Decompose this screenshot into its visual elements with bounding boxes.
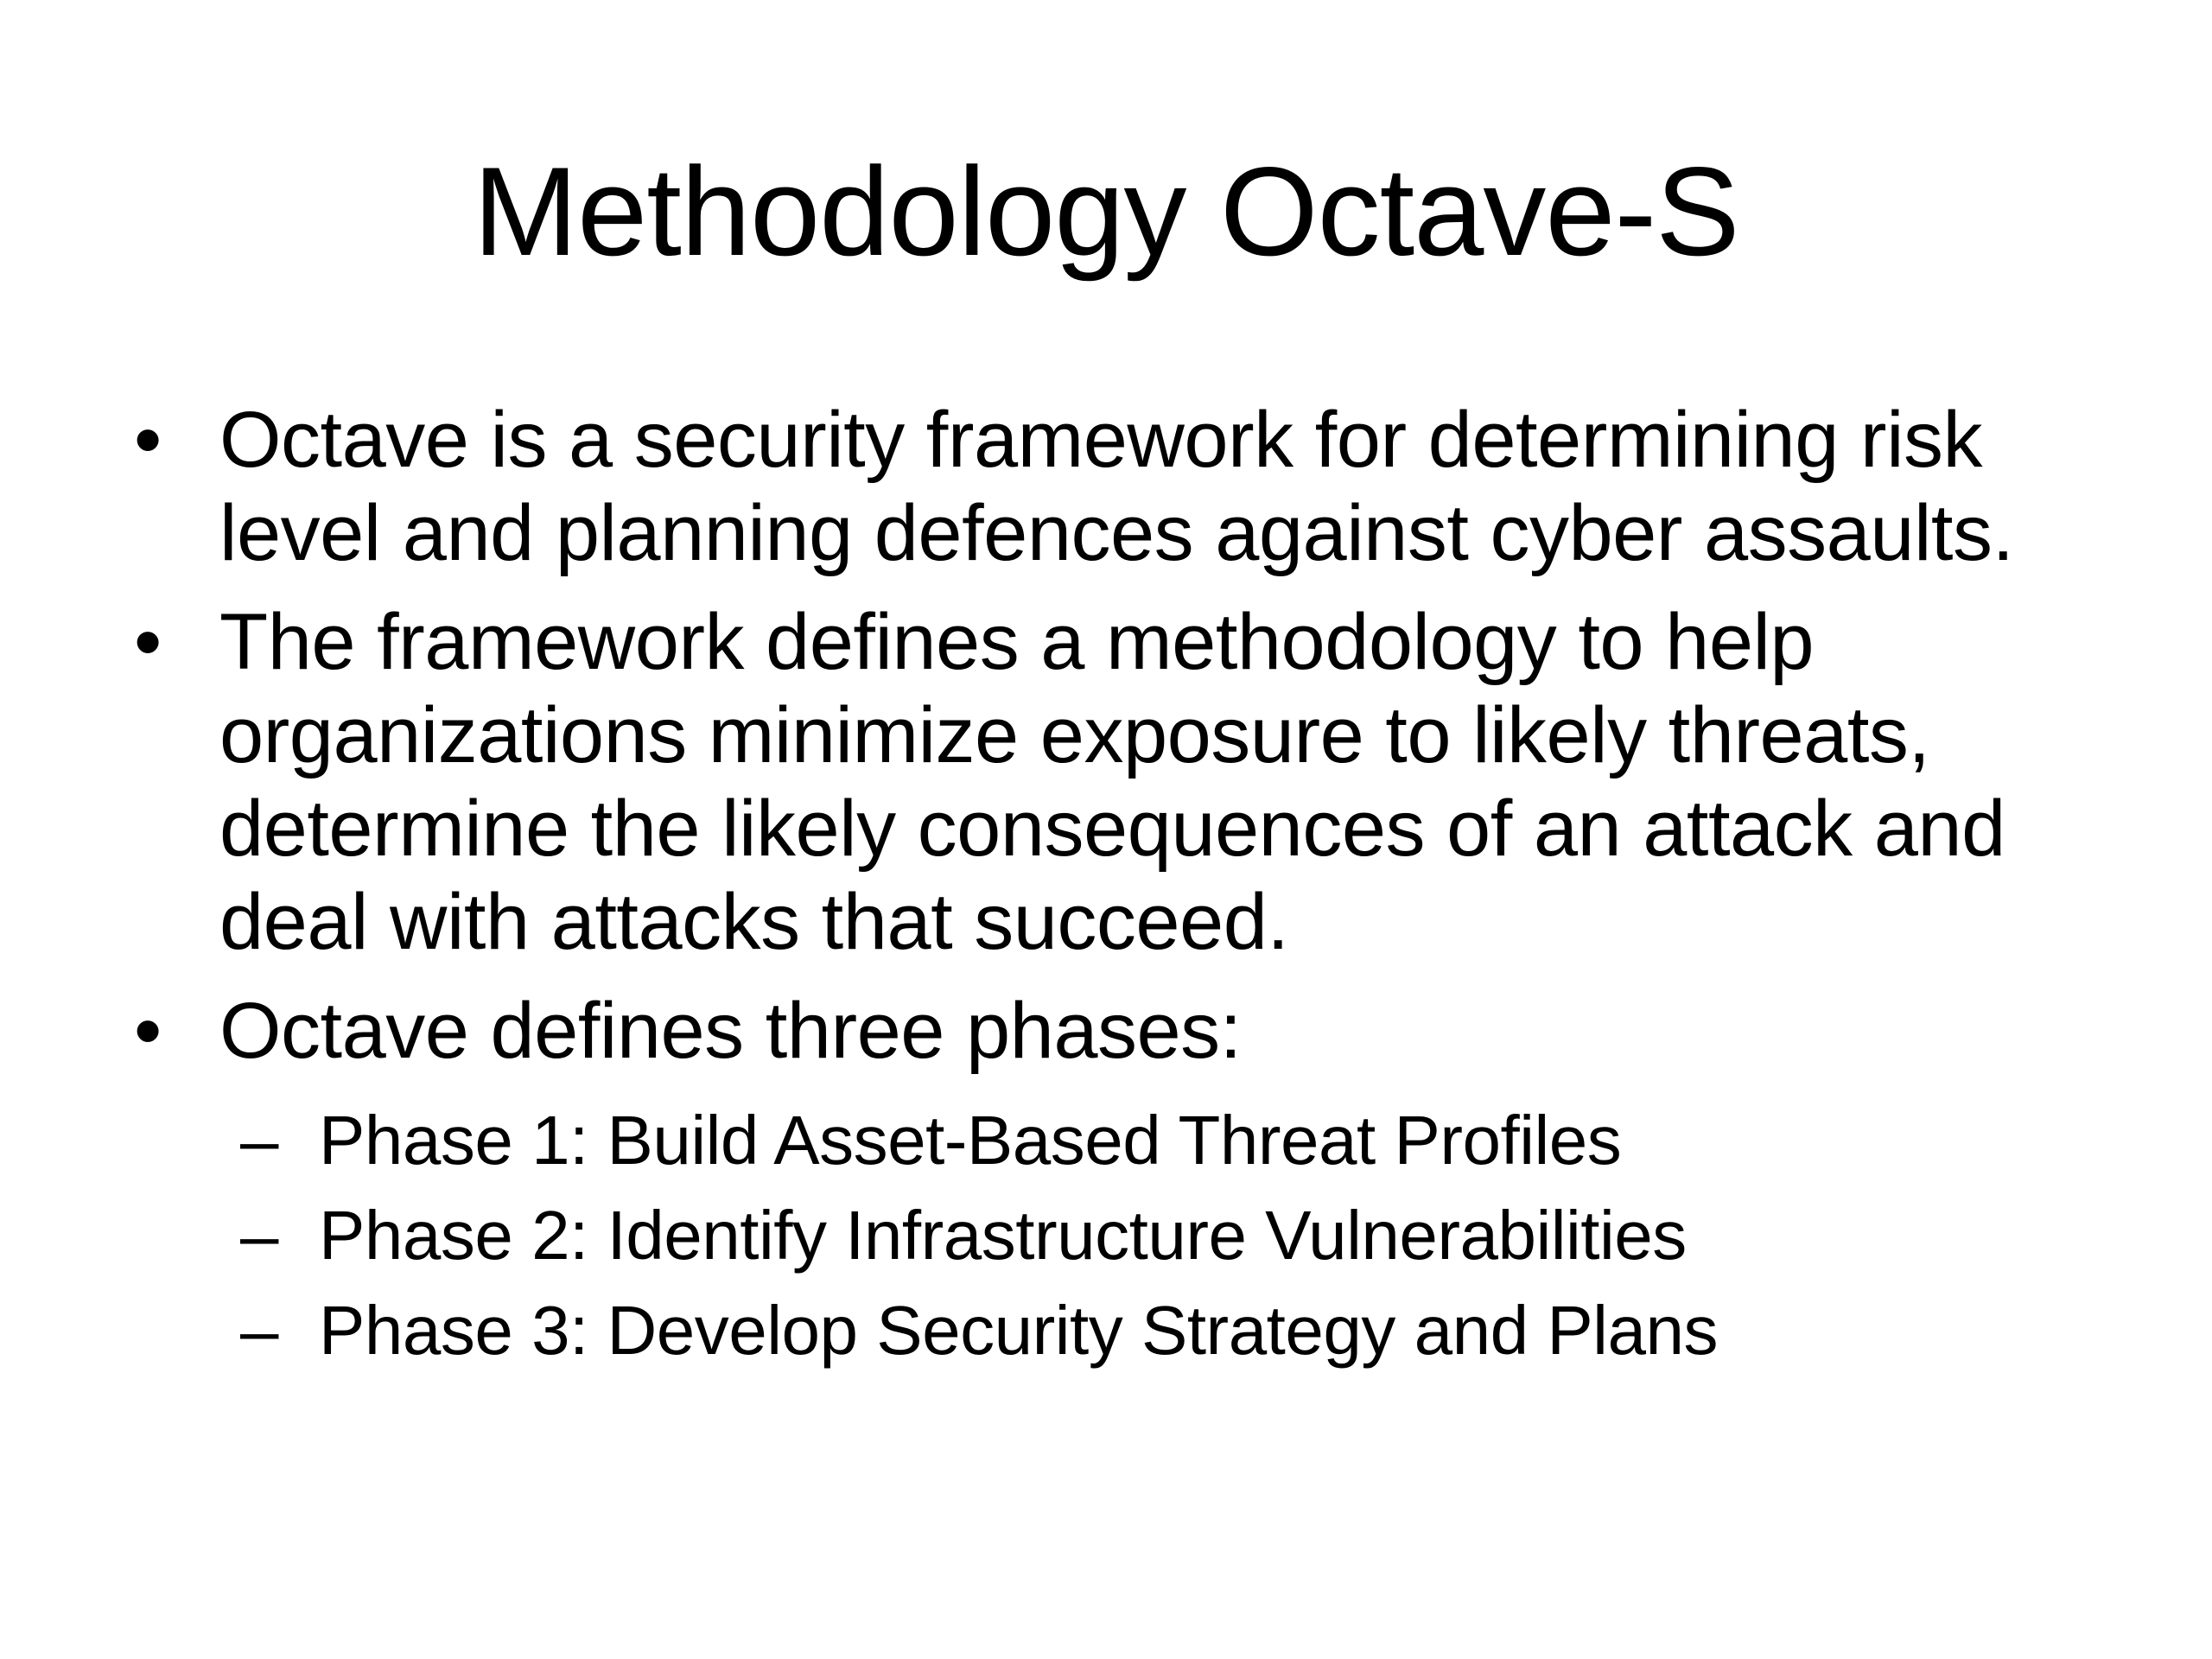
sub-bullet-item: [130, 1093, 2117, 1188]
bullet-text: The framework defines a methodology to help organizations minimize exposure to likely threats, determine the likely consequences of an attack and deal with attacks that succeed.: [219, 598, 2005, 966]
dash-icon: –: [240, 1197, 278, 1274]
dash-icon: –: [240, 1292, 278, 1369]
bullet-icon: •: [134, 987, 162, 1075]
sub-bullet-list: [130, 1093, 2117, 1378]
sub-bullet-text: Phase 1: Build Asset-Based Threat Profiles: [319, 1102, 1622, 1179]
bullet-item: [130, 984, 2117, 1077]
dash-icon: –: [240, 1102, 278, 1179]
slide-title: Methodology Octave-S: [473, 141, 1739, 282]
sub-bullet-item: [130, 1188, 2117, 1283]
bullet-item: [130, 393, 2117, 580]
bullet-icon: •: [134, 598, 162, 686]
sub-bullet-text: Phase 3: Develop Security Strategy and Plans: [319, 1292, 1718, 1369]
bullet-icon: •: [134, 396, 162, 484]
sub-bullet-item: [130, 1283, 2117, 1378]
bullet-item: [130, 595, 2117, 969]
sub-bullet-text: Phase 2: Identify Infrastructure Vulnerabilities: [319, 1197, 1687, 1274]
bullet-text: Octave is a security framework for determining risk level and planning defences against cyber assaults.: [219, 396, 2014, 577]
bullet-list: [130, 393, 2117, 1378]
bullet-text: Octave defines three phases:: [219, 987, 1242, 1075]
